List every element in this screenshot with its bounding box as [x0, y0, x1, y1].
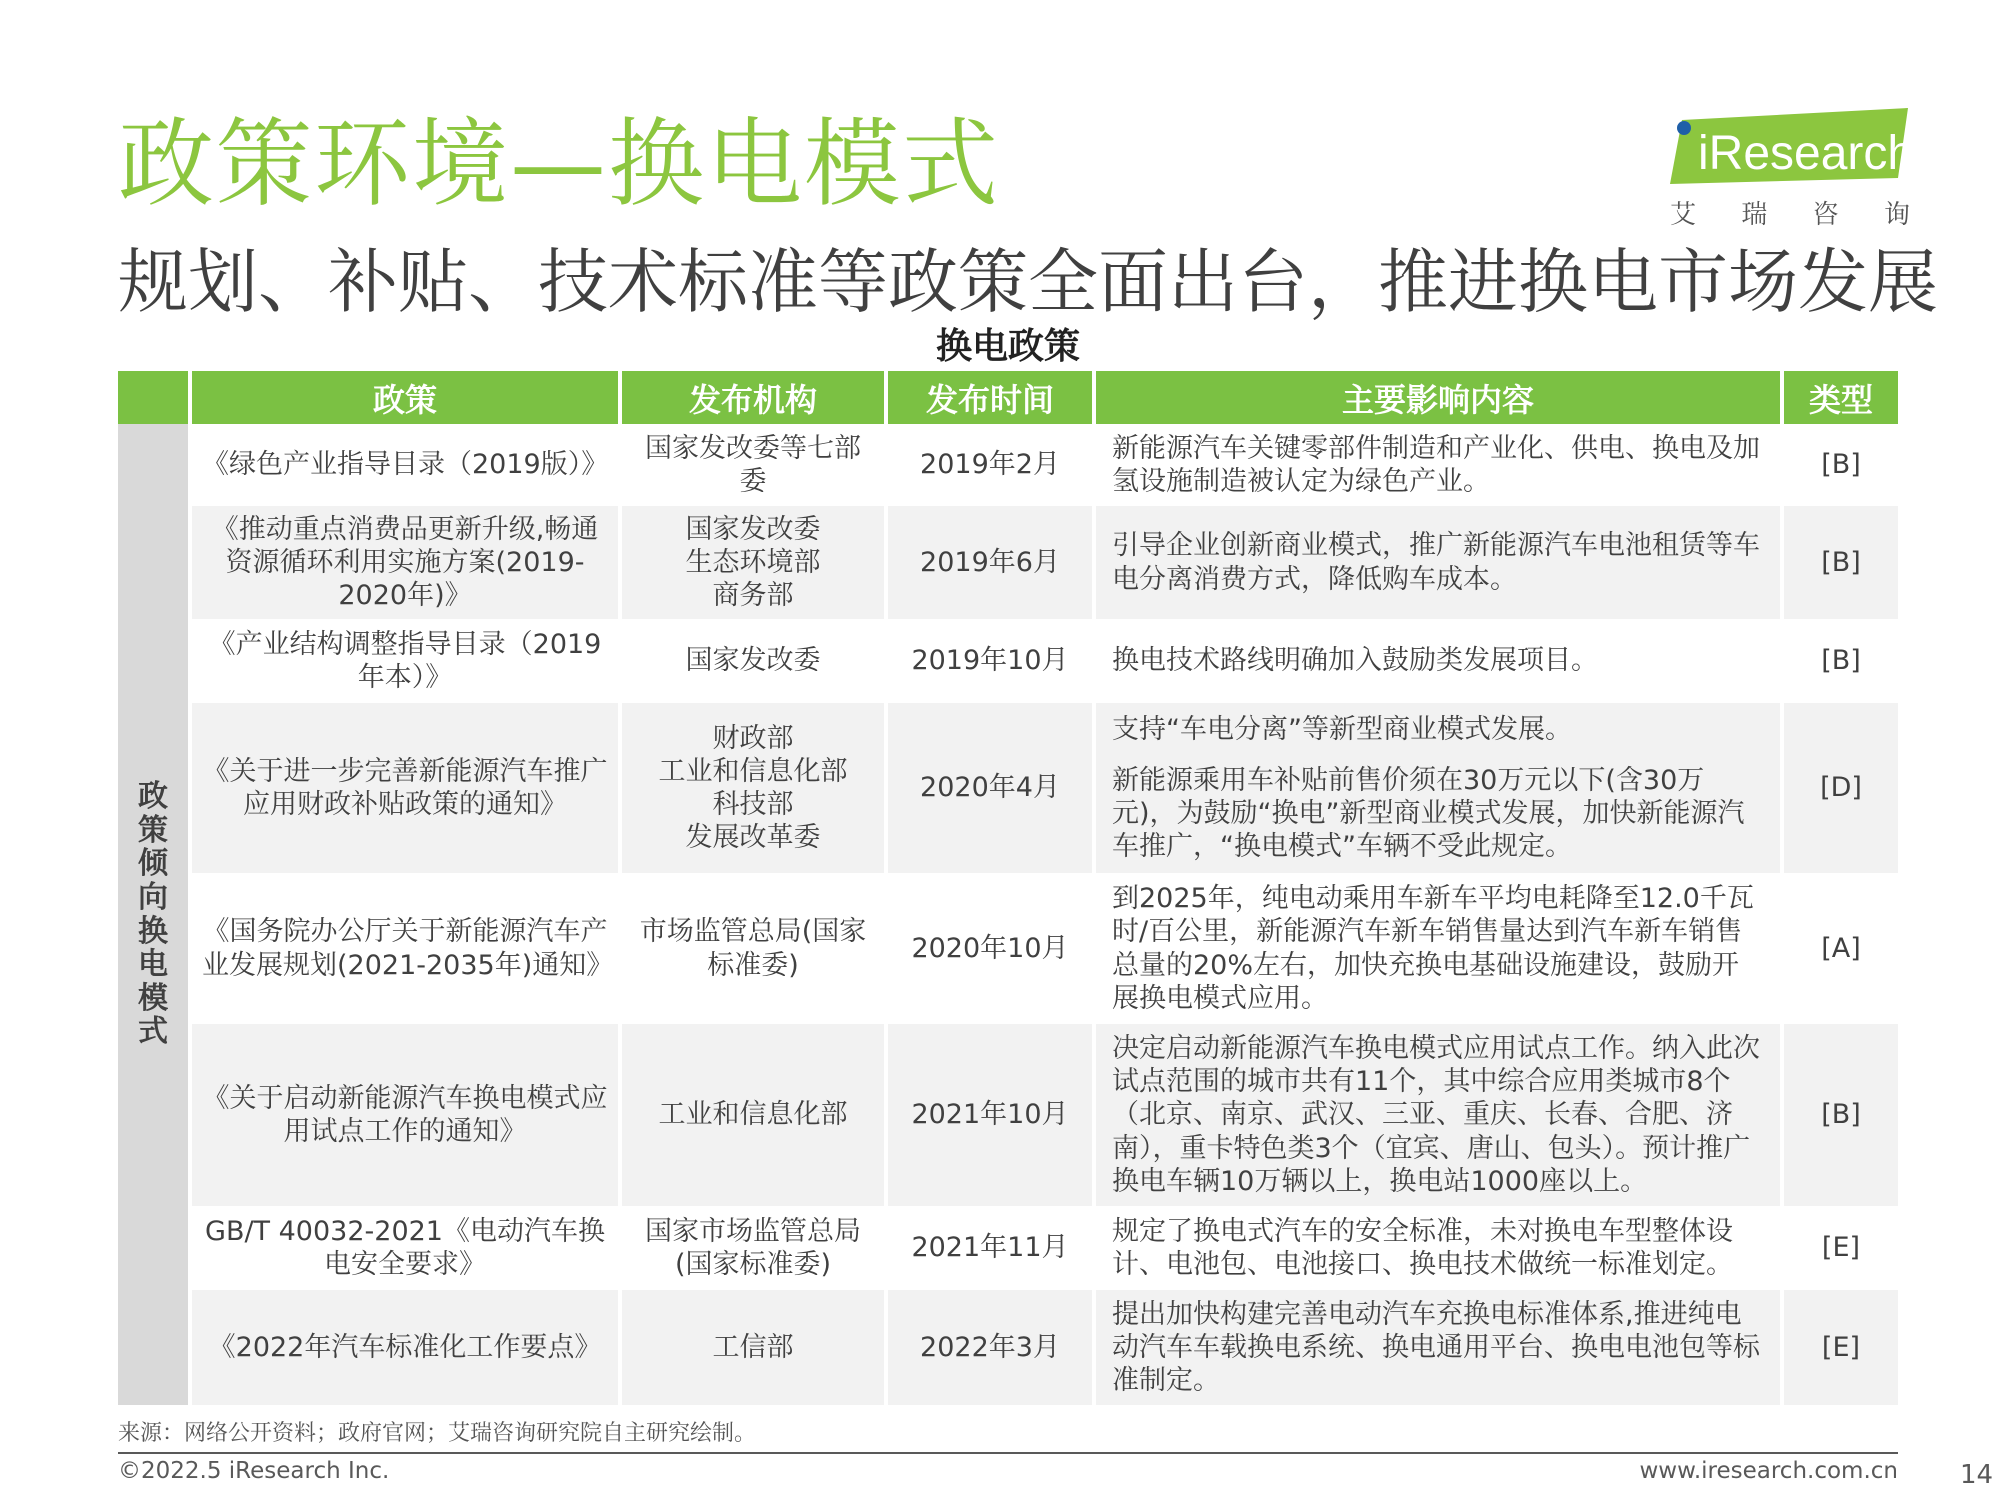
impact-paragraph: 规定了换电式汽车的安全标准，未对换电车型整体设计、电池包、电池接口、换电技术做统一标准划定。 [1112, 1215, 1733, 1280]
column-header-date: 发布时间 [886, 371, 1094, 424]
page-number: 14 [1960, 1460, 1994, 1490]
table-row [118, 1290, 1898, 1405]
impact-cell [1094, 619, 1782, 703]
impact-cell [1094, 1024, 1782, 1206]
table-row [118, 506, 1898, 619]
impact-cell [1094, 424, 1782, 506]
table-header-row [118, 371, 1898, 424]
agency-cell: 国家市场监管总局(国家标准委) [620, 1206, 886, 1290]
policy-cell: 《国务院办公厅关于新能源汽车产业发展规划(2021-2035年)通知》 [190, 873, 620, 1024]
header-corner-cell [118, 371, 190, 424]
impact-cell [1094, 873, 1782, 1024]
date-cell: 2019年2月 [886, 424, 1094, 506]
page-subtitle: 规划、补贴、技术标准等政策全面出台，推进换电市场发展 [118, 241, 1938, 323]
date-cell: 2019年10月 [886, 619, 1094, 703]
impact-paragraph: 到2025年，纯电动乘用车新车平均电耗降至12.0千瓦时/百公里，新能源汽车新车销售量达到汽车新车销售总量的20%左右，加快充换电基础设施建设，鼓励开展换电模式应用。 [1112, 883, 1754, 1014]
policy-table [118, 371, 1898, 1405]
source-note: 来源：网络公开资料；政府官网；艾瑞咨询研究院自主研究绘制。 [118, 1421, 757, 1446]
date-cell: 2021年10月 [886, 1024, 1094, 1206]
logo-wordmark: iResearch [1698, 127, 1915, 180]
impact-cell [1094, 1290, 1782, 1405]
column-header-policy: 政策 [190, 371, 620, 424]
policy-cell: 《2022年汽车标准化工作要点》 [190, 1290, 620, 1405]
impact-paragraph: 决定启动新能源汽车换电模式应用试点工作。纳入此次试点范围的城市共有11个，其中综合应用类城市8个（北京、南京、武汉、三亚、重庆、长春、合肥、济南），重卡特色类3个（宜宾、唐山、包头）。预计推广换电车辆10万辆以上，换电站1000座以上。 [1112, 1032, 1760, 1197]
type-cell: [B] [1782, 506, 1898, 619]
date-cell: 2022年3月 [886, 1290, 1094, 1405]
impact-paragraph: 提出加快构建完善电动汽车充换电标准体系,推进纯电动汽车车载换电系统、换电通用平台、换电电池包等标准制定。 [1112, 1298, 1760, 1397]
logo-subtitle-char: 艾 [1670, 200, 1697, 230]
impact-paragraph: 换电技术路线明确加入鼓励类发展项目。 [1112, 645, 1598, 677]
table-caption: 换电政策 [935, 326, 1080, 367]
policy-cell: 《绿色产业指导目录（2019版）》 [190, 424, 620, 506]
date-cell: 2020年10月 [886, 873, 1094, 1024]
policy-cell: 《关于进一步完善新能源汽车推广应用财政补贴政策的通知》 [190, 703, 620, 873]
logo-subtitle-char: 咨 [1812, 200, 1839, 230]
agency-cell: 工业和信息化部 [620, 1024, 886, 1206]
agency-cell: 工信部 [620, 1290, 886, 1405]
type-cell: [B] [1782, 619, 1898, 703]
column-header-impact: 主要影响内容 [1094, 371, 1782, 424]
policy-cell: 《产业结构调整指导目录（2019年本）》 [190, 619, 620, 703]
table-row [118, 1024, 1898, 1206]
policy-cell: 《关于启动新能源汽车换电模式应用试点工作的通知》 [190, 1024, 620, 1206]
iresearch-logo [1660, 108, 1915, 230]
agency-cell: 国家发改委 生态环境部 商务部 [620, 506, 886, 619]
agency-cell: 财政部 工业和信息化部 科技部 发展改革委 [620, 703, 886, 873]
table-row [118, 619, 1898, 703]
date-cell: 2021年11月 [886, 1206, 1094, 1290]
type-cell: [A] [1782, 873, 1898, 1024]
type-cell: [D] [1782, 703, 1898, 873]
impact-cell [1094, 506, 1782, 619]
logo-subtitle-char: 询 [1883, 200, 1910, 230]
page-title: 政策环境—换电模式 [118, 108, 1000, 220]
side-label: 政策倾向换电模式 [138, 779, 168, 1050]
type-cell: [B] [1782, 424, 1898, 506]
footer-divider [118, 1452, 1898, 1454]
impact-paragraph: 新能源乘用车补贴前售价须在30万元以下(含30万元)，为鼓励“换电”新型商业模式发展，加快新能源汽车推广，“换电模式”车辆不受此规定。 [1112, 764, 1745, 863]
copyright-text: ©2022.5 iResearch Inc. [118, 1458, 390, 1484]
type-cell: [B] [1782, 1024, 1898, 1206]
policy-cell: 《推动重点消费品更新升级,畅通资源循环利用实施方案(2019-2020年)》 [190, 506, 620, 619]
type-cell: [E] [1782, 1206, 1898, 1290]
logo-subtitle [1670, 194, 1910, 231]
column-header-agency: 发布机构 [620, 371, 886, 424]
impact-paragraph: 新能源汽车关键零部件制造和产业化、供电、换电及加氢设施制造被认定为绿色产业。 [1112, 432, 1760, 497]
impact-paragraph: 引导企业创新商业模式，推广新能源汽车电池租赁等车电分离消费方式，降低购车成本。 [1112, 530, 1760, 595]
table-row [118, 424, 1898, 506]
table-row [118, 1206, 1898, 1290]
side-label-cell [118, 424, 190, 1405]
agency-cell: 国家发改委 [620, 619, 886, 703]
column-header-type: 类型 [1782, 371, 1898, 424]
date-cell: 2019年6月 [886, 506, 1094, 619]
impact-cell [1094, 703, 1782, 873]
table-row [118, 873, 1898, 1024]
date-cell: 2020年4月 [886, 703, 1094, 873]
website-url: www.iresearch.com.cn [1639, 1458, 1898, 1484]
agency-cell: 国家发改委等七部委 [620, 424, 886, 506]
table-row [118, 703, 1898, 873]
type-cell: [E] [1782, 1290, 1898, 1405]
impact-cell [1094, 1206, 1782, 1290]
policy-cell: GB/T 40032-2021《电动汽车换电安全要求》 [190, 1206, 620, 1290]
agency-cell: 市场监管总局(国家标准委) [620, 873, 886, 1024]
impact-paragraph: 支持“车电分离”等新型商业模式发展。 [1112, 713, 1572, 745]
logo-subtitle-char: 瑞 [1741, 200, 1768, 230]
